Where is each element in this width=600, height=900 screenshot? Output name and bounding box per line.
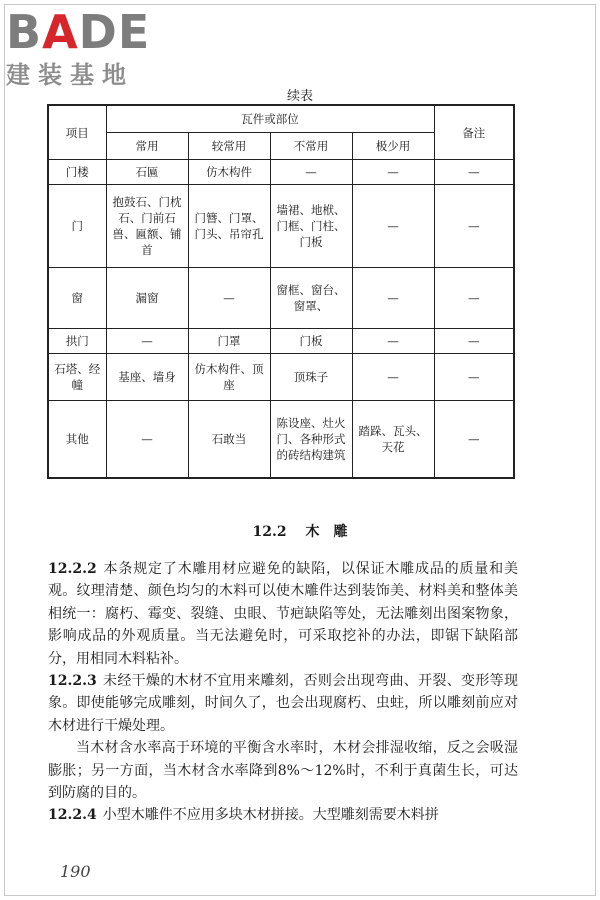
logo-mark: BADE: [6, 5, 151, 59]
section-heading: [0, 521, 600, 541]
table-cell: —: [270, 160, 352, 185]
clause-number: 12.2.3: [48, 673, 97, 690]
row-item: 其他: [48, 401, 106, 479]
subheader: 不常用: [270, 133, 352, 160]
table-cell: —: [106, 329, 188, 354]
table-cell: 门板: [270, 329, 352, 354]
paragraph-text: 当木材含水率高于环境的平衡含水率时，木材会排湿收缩，反之会吸湿膨胀；另一方面，当木材含水率降到8%～12%时，不利于真菌生长，可达到防腐的目的。: [48, 740, 518, 802]
row-item: 石塔、经幢: [48, 354, 106, 401]
paragraph-text: 本条规定了木雕用材应避免的缺陷，以保证木雕成品的质量和美观。纹理清楚、颜色均匀的木料可以使木雕件达到装饰美、材料美和整体美相统一：腐朽、霉变、裂缝、虫眼、节疤缺陷等处，无法雕刻出图案物象，影响成品的外观质量。当无法避免时，可采取挖补的办法，即锯下缺陷部分，用相同木料粘补。: [48, 561, 518, 667]
table-cell: 门簪、门罩、门头、吊帘孔: [188, 185, 270, 268]
table-cell: 踏跺、瓦头、天花: [352, 401, 434, 479]
table-header-row: [48, 105, 514, 133]
header-note: 备注: [434, 105, 514, 160]
table-cell: 抱鼓石、门枕石、门前石兽、匾额、铺首: [106, 185, 188, 268]
row-item: 窗: [48, 268, 106, 329]
row-note: —: [434, 268, 514, 329]
logo-accent-letter: A: [42, 5, 79, 59]
table-cell: 门罩: [188, 329, 270, 354]
row-note: —: [434, 185, 514, 268]
table-continued-label: 续表: [286, 89, 313, 104]
table-row: [48, 354, 514, 401]
logo-subtitle: 建装基地: [6, 61, 134, 89]
table-cell: 仿木构件: [188, 160, 270, 185]
paragraph-text: 小型木雕件不应用多块木材拼接。大型雕刻需要木料拼: [102, 807, 439, 824]
table-cell: 基座、墙身: [106, 354, 188, 401]
table-cell: 仿木构件、顶座: [188, 354, 270, 401]
table-row: [48, 160, 514, 185]
header-group: 瓦件或部位: [106, 105, 434, 133]
table-cell: —: [352, 185, 434, 268]
body-text: [48, 558, 518, 827]
table-cell: 石敢当: [188, 401, 270, 479]
subheader: 极少用: [352, 133, 434, 160]
component-usage-table: [47, 104, 515, 479]
clause-number: 12.2.4: [48, 807, 97, 824]
row-note: —: [434, 401, 514, 479]
logo: [6, 6, 150, 90]
row-item: 门楼: [48, 160, 106, 185]
header-item: 项目: [48, 105, 106, 160]
table-cell: 顶珠子: [270, 354, 352, 401]
subheader: 常用: [106, 133, 188, 160]
section-title: 木 雕: [305, 524, 348, 540]
table-cell: —: [188, 268, 270, 329]
table-row: [48, 401, 514, 479]
section-number: 12.2: [252, 524, 287, 540]
table-cell: —: [352, 354, 434, 401]
table-cell: 石匾: [106, 160, 188, 185]
page-number: 190: [60, 862, 91, 881]
paragraph-text: 未经干燥的木材不宜用来雕刻，否则会出现弯曲、开裂、变形等现象。即使能够完成雕刻，时间久了，也会出现腐朽、虫蛀，所以雕刻前应对木材进行干燥处理。: [48, 673, 518, 734]
table-cell: 窗框、窗台、窗罩、: [270, 268, 352, 329]
paragraph: [48, 737, 518, 804]
table-cell: 墙裙、地栿、门框、门柱、门板: [270, 185, 352, 268]
subheader: 较常用: [188, 133, 270, 160]
table-cell: —: [352, 160, 434, 185]
row-item: 拱门: [48, 329, 106, 354]
clause-number: 12.2.2: [48, 561, 97, 577]
paragraph: [48, 558, 518, 670]
table-cell: 漏窗: [106, 268, 188, 329]
table-row: [48, 329, 514, 354]
table-cell: —: [352, 329, 434, 354]
table-row: [48, 268, 514, 329]
table-cell: —: [352, 268, 434, 329]
row-note: —: [434, 354, 514, 401]
row-note: —: [434, 160, 514, 185]
paragraph: [48, 804, 518, 826]
table-cell: 陈设座、灶火门、各种形式的砖结构建筑: [270, 401, 352, 479]
row-note: —: [434, 329, 514, 354]
table-row: [48, 185, 514, 268]
paragraph: [48, 670, 518, 737]
table-cell: —: [106, 401, 188, 479]
row-item: 门: [48, 185, 106, 268]
